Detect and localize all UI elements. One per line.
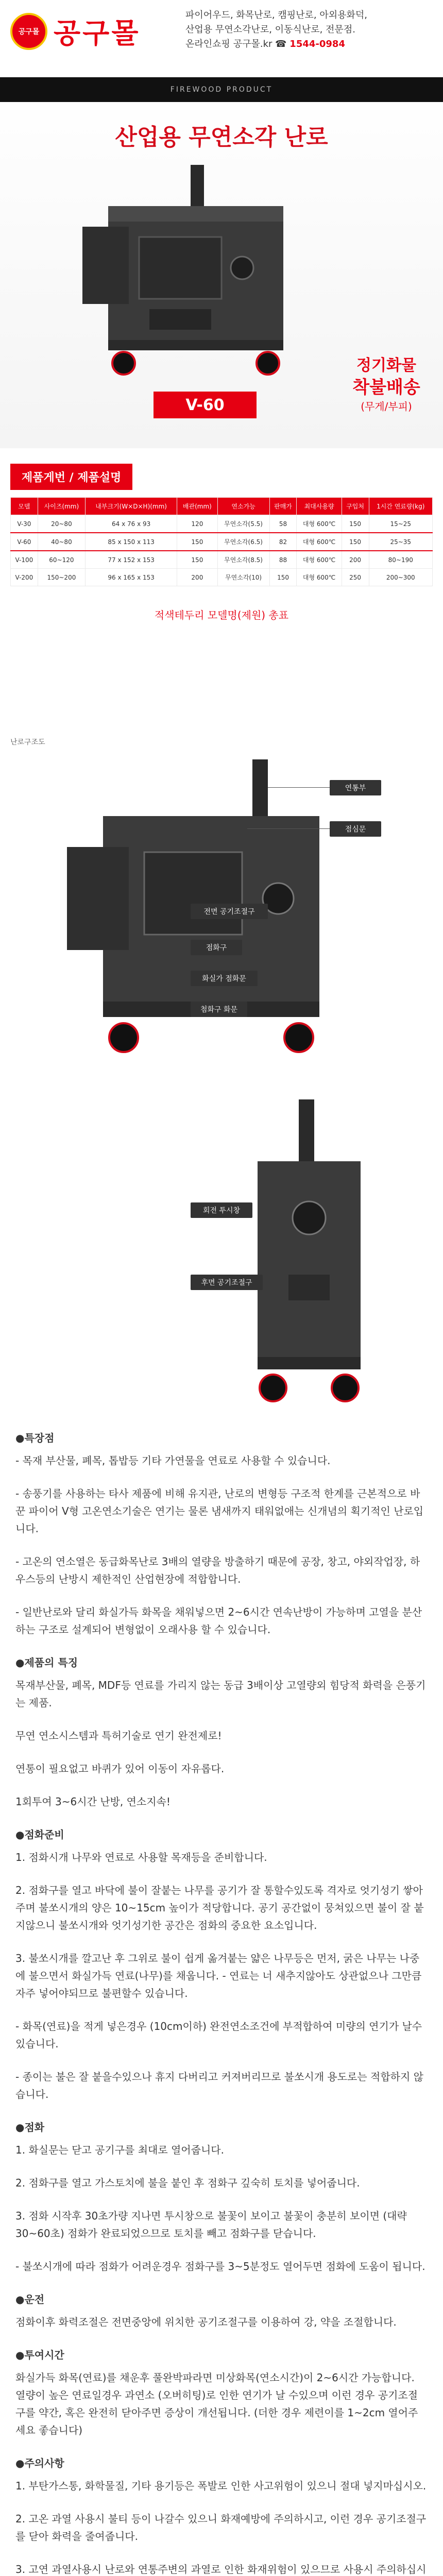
section-heading: ●운전 (15, 2293, 45, 2306)
spec-cell: V-100 (11, 551, 38, 569)
info-section (15, 1429, 428, 1638)
spec-cell: V-60 (11, 533, 38, 551)
section-paragraph: 3. 고연 과열사용시 난로와 연통주변의 과열로 인한 화재위험이 있으므로 사용시 주의하십시 (15, 2563, 427, 2575)
spec-cell: 82 (269, 533, 297, 551)
spec-cell: 150 (177, 533, 217, 551)
info-section (15, 1654, 428, 1810)
info-section (15, 2119, 428, 2275)
callout-front-air: 전면 공기조절구 (191, 904, 268, 919)
spec-header-row (11, 498, 433, 515)
section-paragraph: - 송풍기를 사용하는 타사 제품에 비해 유지관, 난로의 변형등 구조적 한계를 근본적으로 바꾼 파이어 V형 고온연소기술은 연기는 물론 냄새까지 태워없애는 신개념의 획기적인 난로입니다. (15, 1487, 424, 1535)
spec-cell: 80~190 (369, 551, 432, 569)
section-paragraph: 2. 고온 과열 사용시 불티 등이 나갈수 있으니 화재예방에 주의하시고, 이런 경우 공기조절구를 닫아 화력을 줄여줍니다. (15, 2513, 427, 2543)
section-heading: ●제품의 특징 (15, 1656, 78, 1669)
section-paragraph: 1. 점화시개 나무와 연료로 사용할 목재등을 준비합니다. (15, 1851, 267, 1863)
section-heading: ●투여시간 (15, 2349, 64, 2361)
callout-ash-door: 첨화구 화문 (191, 1002, 247, 1017)
spec-section (0, 448, 443, 737)
callout-line (268, 787, 330, 788)
shop-prefix: 온라인쇼핑 (185, 39, 230, 49)
spec-note: 적색테두리 모델명(제원) 총표 (154, 609, 289, 621)
spec-row (11, 551, 433, 569)
section-paragraph: - 일반난로와 달리 화실가득 화목을 채워넣으면 2~6시간 연속난방이 가능하며 고열을 분산하는 구조로 설계되어 변형없이 오래사용 할 수 있습니다. (15, 1606, 422, 1636)
section-paragraph: - 불쏘시개에 따라 점화가 어려운경우 점화구를 3~5분정도 열어두면 점화에 도움이 됩니다. (15, 2260, 425, 2273)
spec-cell: 200~300 (369, 569, 432, 586)
spec-cell: 64 x 76 x 93 (86, 515, 177, 533)
spec-cell: 200 (177, 569, 217, 586)
spec-cell: 85 x 150 x 113 (86, 533, 177, 551)
spec-cell: 150 (177, 551, 217, 569)
info-section (15, 2291, 428, 2331)
section-paragraph: 1. 화실문는 닫고 공기구를 최대로 열어줍니다. (15, 2144, 224, 2156)
section-paragraph: - 화목(연료)을 적게 넣은경우 (10cm이하) 완전연소조건에 부적합하여 미량의 연기가 날수있습니다. (15, 2020, 422, 2050)
model-label: V-60 (154, 392, 257, 418)
callout-flue: 연통부 (330, 780, 381, 795)
stove-image (77, 165, 314, 381)
spec-cell: 무연소각(6.5) (217, 533, 269, 551)
info-section (15, 1826, 428, 2103)
shipping-badge (345, 355, 428, 414)
callout-ignition: 점화구 (191, 940, 242, 955)
shop-url[interactable]: 공구몰.kr (233, 39, 272, 49)
callout-fire-door: 화실가 점화문 (191, 971, 258, 986)
section-paragraph: - 고온의 연소열은 동급화목난로 3배의 열량을 방출하기 때문에 공장, 창고, 야외작업장, 하우스등의 난방시 제한적인 산업현장에 적합합니다. (15, 1555, 420, 1585)
callout-rotating-window: 회전 투시창 (191, 1202, 252, 1218)
parts-title: 난로구조도 (10, 738, 45, 747)
spec-cell: 120 (177, 515, 217, 533)
header-description (185, 8, 433, 52)
parts-section (0, 749, 443, 1429)
spec-cell: 무연소각(10) (217, 569, 269, 586)
logo-badge: 공구몰 (10, 13, 47, 50)
spec-cell: 25~35 (369, 533, 432, 551)
spec-cell: 150 (269, 569, 297, 586)
section-paragraph: - 목재 부산물, 폐목, 톱밥등 기타 가연물을 연료로 사용할 수 있습니다. (15, 1454, 331, 1467)
callout-door: 점심문 (330, 821, 381, 837)
spec-cell: V-200 (11, 569, 38, 586)
spec-cell: 대형 600℃ (297, 515, 342, 533)
hero-topbar-label: FIREWOOD PRODUCT (170, 86, 273, 94)
badge-line-2: 착불배송 (352, 377, 420, 398)
spec-cell: 15~25 (369, 515, 432, 533)
spec-col-header: 판매가 (269, 498, 297, 515)
header-contact (185, 37, 433, 52)
section-paragraph: 2. 점화구를 열고 가스토치에 불을 붙인 후 점화구 깊숙히 토치를 넣어줍니다. (15, 2177, 360, 2189)
callout-line (247, 828, 330, 829)
spec-cell: 20~80 (38, 515, 85, 533)
spec-col-header: 구입처 (342, 498, 369, 515)
callout-rear-air: 후면 공기조절구 (191, 1275, 263, 1290)
spec-row (11, 515, 433, 533)
spec-cell: 96 x 165 x 153 (86, 569, 177, 586)
spec-table (10, 497, 433, 586)
spec-row (11, 533, 433, 551)
section-heading: ●점화준비 (15, 1828, 64, 1841)
info-section (15, 2454, 428, 2576)
description-body (0, 1429, 443, 2576)
hero-title: 산업용 무연소각 난로 (115, 124, 328, 150)
spec-cell: V-30 (11, 515, 38, 533)
spec-cell: 60~120 (38, 551, 85, 569)
spec-cell: 대형 600℃ (297, 551, 342, 569)
section-heading: ●점화 (15, 2121, 45, 2133)
section-heading: ●주의사항 (15, 2457, 64, 2469)
section-paragraph: 연통이 필요없고 바퀴가 있어 이동이 자유롭다. (15, 1762, 225, 1775)
section-heading: ●특장점 (15, 1432, 55, 1444)
logo[interactable] (10, 11, 141, 51)
section-paragraph: 점화이후 화력조절은 전면중앙에 위치한 공기조절구를 이용하여 강, 약을 조절합니다. (15, 2316, 397, 2328)
spec-cell: 77 x 152 x 153 (86, 551, 177, 569)
site-header (0, 0, 443, 77)
section-paragraph: 1회투여 3~6시간 난방, 연소지속! (15, 1795, 171, 1808)
spec-col-header: 1시간 연료량(kg) (369, 498, 432, 515)
phone-icon: ☎ (275, 39, 287, 49)
hero-section (0, 77, 443, 448)
badge-line-1: 정기화물 (356, 357, 416, 375)
spec-cell: 58 (269, 515, 297, 533)
spec-cell: 대형 600℃ (297, 569, 342, 586)
section-paragraph: 목재부산물, 폐목, MDF등 연료를 가리지 않는 동급 3배이상 고열량외 힘당적 화력을 은풍기는 제품. (15, 1679, 426, 1709)
spec-col-header: 사이즈(mm) (38, 498, 85, 515)
header-desc-line-2: 산업용 무연소각난로, 이동식난로, 전문점. (185, 24, 355, 35)
badge-line-3: (무게/부피) (361, 400, 412, 413)
section-paragraph: 1. 부탄가스통, 화학물질, 기타 용기등은 폭발로 인한 사고위험이 있으니 절대 넣지마십시오. (15, 2480, 427, 2492)
section-paragraph: 3. 불쏘시개를 깔고난 후 그위로 불이 쉽게 옮겨붙는 얇은 나무등은 먼저, 굵은 나무는 나중에 불으면서 화실가득 연료(나무)를 채웁니다. - 연료는 너 새추지않아도 상관없으나 그만큼 자주 넣어야되므로 불편할수 있습니다. (15, 1952, 422, 1999)
spec-cell: 250 (342, 569, 369, 586)
spec-row (11, 569, 433, 586)
spec-col-header: 연소가능 (217, 498, 269, 515)
spec-col-header: 배관(mm) (177, 498, 217, 515)
spec-cell: 대형 600℃ (297, 533, 342, 551)
spec-tab: 제품게번 / 제품설명 (10, 464, 132, 490)
header-desc-line-1: 파이어우드, 화목난로, 캠핑난로, 아외용화덕, (185, 10, 368, 21)
stove-side-diagram (10, 1089, 433, 1419)
spec-cell: 200 (342, 551, 369, 569)
section-paragraph: 화실가득 화목(연료)를 채운후 풀완박파라면 미상화목(연소시간)이 2~6시간 가능합니다. 열량이 높은 연료일경우 과연소 (오버히팅)로 인한 연기가 날 수있으며 이런 경우 공기조절구를 약간, 혹은 완전히 닫아주면 증상이 개선됩니다. (더한 경우 제련이를 1~2cm 열어주세요 좋습니다) (15, 2371, 418, 2436)
spec-cell: 무연소각(5.5) (217, 515, 269, 533)
hero-topbar (0, 77, 443, 102)
spec-cell: 150 (342, 515, 369, 533)
spec-col-header: 최대사용량 (297, 498, 342, 515)
logo-text: 공구몰 (54, 17, 141, 49)
spec-col-header: 내부크기(W×D×H)(mm) (86, 498, 177, 515)
section-paragraph: 2. 점화구를 열고 바닥에 불이 잘붙는 나무를 공기가 잘 통할수있도록 격자로 엇기성기 쌓아주며 불쏘시개의 양은 10~15cm 높이가 적당합니다. 공기 공간없이 뭉쳐있으면 불이 잘 붙지않으니 불쏘시개와 엇기성기한 공간은 점화의 중요한 요소입니다. (15, 1884, 424, 1931)
spec-cell: 150~200 (38, 569, 85, 586)
spec-col-header: 모델 (11, 498, 38, 515)
section-paragraph: 무연 연소시스템과 특허기술로 연기 완전제로! (15, 1730, 222, 1742)
spec-cell: 40~80 (38, 533, 85, 551)
spec-cell: 150 (342, 533, 369, 551)
spec-cell: 88 (269, 551, 297, 569)
info-section (15, 2346, 428, 2439)
section-paragraph: - 종이는 불은 잘 붙을수있으나 휴지 다버리고 커져버리므로 불쏘시개 용도로는 적합하지 않습니다. (15, 2071, 423, 2100)
spec-cell: 무연소각(8.5) (217, 551, 269, 569)
phone-number[interactable]: 1544-0984 (289, 39, 345, 49)
section-paragraph: 3. 점화 시작후 30초가량 지나면 투시창으로 불꽃이 보이고 불꽃이 충분히 보이면 (대략 30~60초) 점화가 완료되었으므로 토치를 빼고 점화구를 닫습니다. (15, 2210, 407, 2240)
